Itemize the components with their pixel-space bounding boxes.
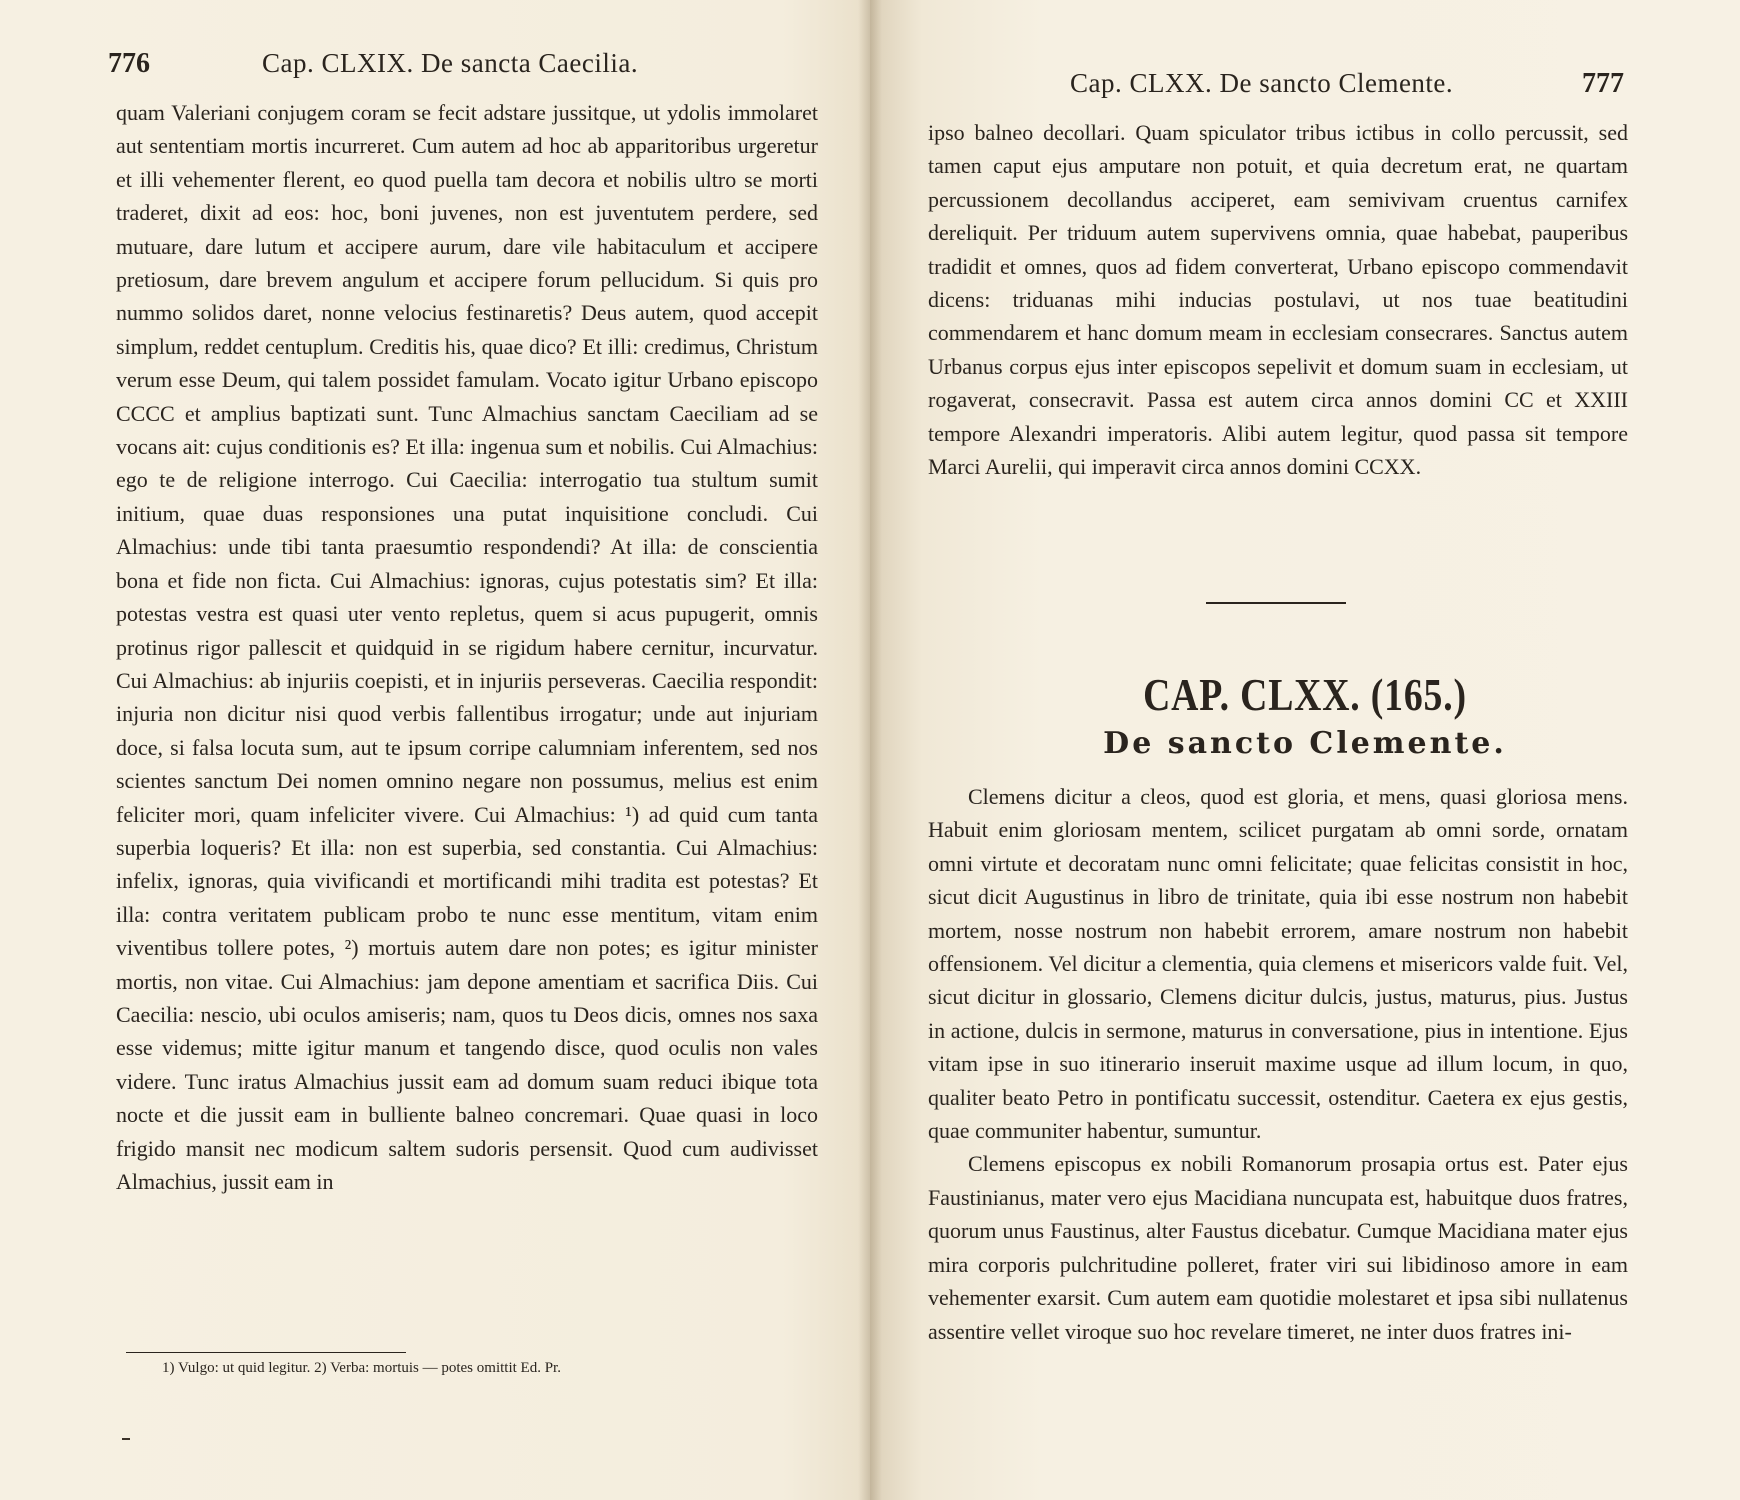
chapter-subtitle: De sancto Clemente. (1103, 726, 1507, 761)
footnote-rule (126, 1352, 406, 1353)
right-top-text (928, 116, 1628, 483)
section-divider (1206, 602, 1346, 604)
footnotes: 1) Vulgo: ut quid legitur. 2) Verba: mortuis — potes omittit Ed. Pr. (162, 1360, 561, 1376)
right-paragraph-2: Clemens episcopus ex nobili Romanorum prosapia ortus est. Pater ejus Faustinianus, mater vero ejus Macidiana nuncupata est, habuitque duos fratres, quorum unus Faustinus, alter Faustus dicebatur. Cumque Macidiana mater ejus mira corporis pulchritudine polleret, frater viri sui libidinoso amore in eam vehementer exarsit. Cum autem eam quotidie molestaret et ipsa sibi nullatenus assentire vellet viroque suo hoc revelare timeret, ne inter duos fratres ini- (928, 1151, 1628, 1344)
running-head-left: Cap. CLXIX. De sancta Caecilia. (262, 48, 639, 78)
left-paragraph: quam Valeriani conjugem coram se fecit adstare jussitque, ut ydolis immolaret aut sententiam mortis incurreret. Cum autem ad hoc ab apparitoribus urgeretur et illi vehementer flerent, eo quod puella tam decora et nobilis ultro se morti traderet, dixit ad eos: hoc, boni juvenes, non est juventutem perdere, sed mutuare, dare lutum et accipere aurum, dare vile habitaculum et accipere pretiosum, dare brevem angulum et accipere forum pellucidum. Si quis pro nummo solidos daret, nonne velocius festinaretis? Deus autem, quod accepit simplum, reddet centuplum. Creditis his, quae dico? Et illi: credimus, Christum verum esse Deum, qui talem possidet famulam. Vocato igitur Urbano episcopo CCCC et amplius baptizati sunt. Tunc Almachius sanctam Caeciliam ad se vocans ait: cujus conditionis es? Et illa: ingenua sum et nobilis. Cui Almachius: ego te de religione interrogo. Cui Caecilia: interrogatio tua stultum sumit initium, quae duas responsiones una putat inquisitione concludi. Cui Almachius: unde tibi tanta praesumtio respondendi? At illa: de conscientia bona et fide non ficta. Cui Almachius: ignoras, cujus potestatis sim? Et illa: potestas vestra est quasi uter vento repletus, quem si acus pupugerit, omnis protinus rigor pallescit et quidquid in se rigidum habere cernitur, incurvatur. Cui Almachius: ab injuriis coepisti, et in injuriis perseveras. Caecilia respondit: injuria non dicitur nisi quod verbis fallentibus irrogatur; unde aut injuriam doce, si falsa locuta sum, aut te ipsum corripe calumniam inferentem, sed nos scientes sanctum Dei nomen omnino negare non possumus, melius est enim feliciter mori, quam infeliciter vivere. Cui Almachius: ¹) ad quid cum tanta superbia loqueris? Et illa: non est superbia, sed constantia. Cui Almachius: infelix, ignoras, quia vivificandi et mortificandi mihi tradita est potestas? Et illa: contra veritatem publicam probo te nunc esse mentitum, vitam enim viventibus tollere potes, ²) mortuis autem dare non potes; es igitur minister mortis, non vitae. Cui Almachius: jam depone amentiam et sacrifica Diis. Cui Caecilia: nescio, ubi oculos amiseris; nam, quos tu Deos dicis, omnes nos saxa esse videmus; mitte igitur manum et tangendo disce, quod oculis non vales videre. Tunc iratus Almachius jussit eam ad domum suam reduci ibique tota nocte et die jussit eam in bulliente balneo concremari. Quae quasi in loco frigido mansit nec modicum saltem sudoris persensit. Quod cum audivisset Almachius, jussit eam in (116, 100, 818, 1194)
page-number-left: 776 (108, 48, 150, 79)
running-head-right: Cap. CLXX. De sancto Clemente. (1070, 68, 1454, 98)
right-paragraph-1: Clemens dicitur a cleos, quod est gloria, et mens, quasi gloriosa mens. Habuit enim gloriosam mentem, scilicet purgatam ab omni sorde, ornatam omni virtute et decoratam nunc omni felicitate; quae felicitas consistit in hoc, sicut dicit Augustinus in libro de trinitate, quia ibi esse nostrum non habebit mortem, nosse nostrum non habebit errorem, amare nostrum non habebit offensionem. Vel dicitur a clementia, quia clemens et misericors valde fuit. Vel, sicut dicitur in glossario, Clemens dicitur dulcis, justus, maturus, pius. Justus in actione, dulcis in sermone, maturus in conversatione, pius in intentione. Ejus vitam ipse in suo itinerario inseruit maxime usque ad illum locum, in quo, qualiter beato Petro in pontificatu successit, ostenditur. Caetera ex ejus gestis, quae communiter habentur, sumuntur. (928, 784, 1628, 1144)
right-paragraph-continued: ipso balneo decollari. Quam spiculator tribus ictibus in collo percussit, sed tamen caput ejus amputare non potuit, et quia decretum erat, ne quartam percussionem decollandus acciperet, eam semivivam cruentus carnifex dereliquit. Per triduum autem supervivens omnia, quae habebat, pauperibus tradidit et omnes, quos ad fidem converterat, Urbano episcopo commendavit dicens: triduanas mihi inducias postulavi, ut nos tuae beatitudini commendarem et hanc domum meam in ecclesiam consecrares. Sanctus autem Urbanus corpus ejus inter episcopos sepelivit et domum suam in ecclesiam, ut rogaverat, consecravit. Passa est autem circa annos domini CC et XXIII tempore Alexandri imperatoris. Alibi autem legitur, quod passa sit tempore Marci Aurelii, qui imperavit circa annos domini CCXX. (928, 120, 1628, 480)
right-bottom-text (928, 780, 1628, 1348)
chapter-title: CAP. CLXX. (165.) (1143, 669, 1467, 720)
stray-mark (122, 1438, 130, 1440)
left-body-text (116, 96, 818, 1198)
page-number-right: 777 (1582, 68, 1624, 99)
